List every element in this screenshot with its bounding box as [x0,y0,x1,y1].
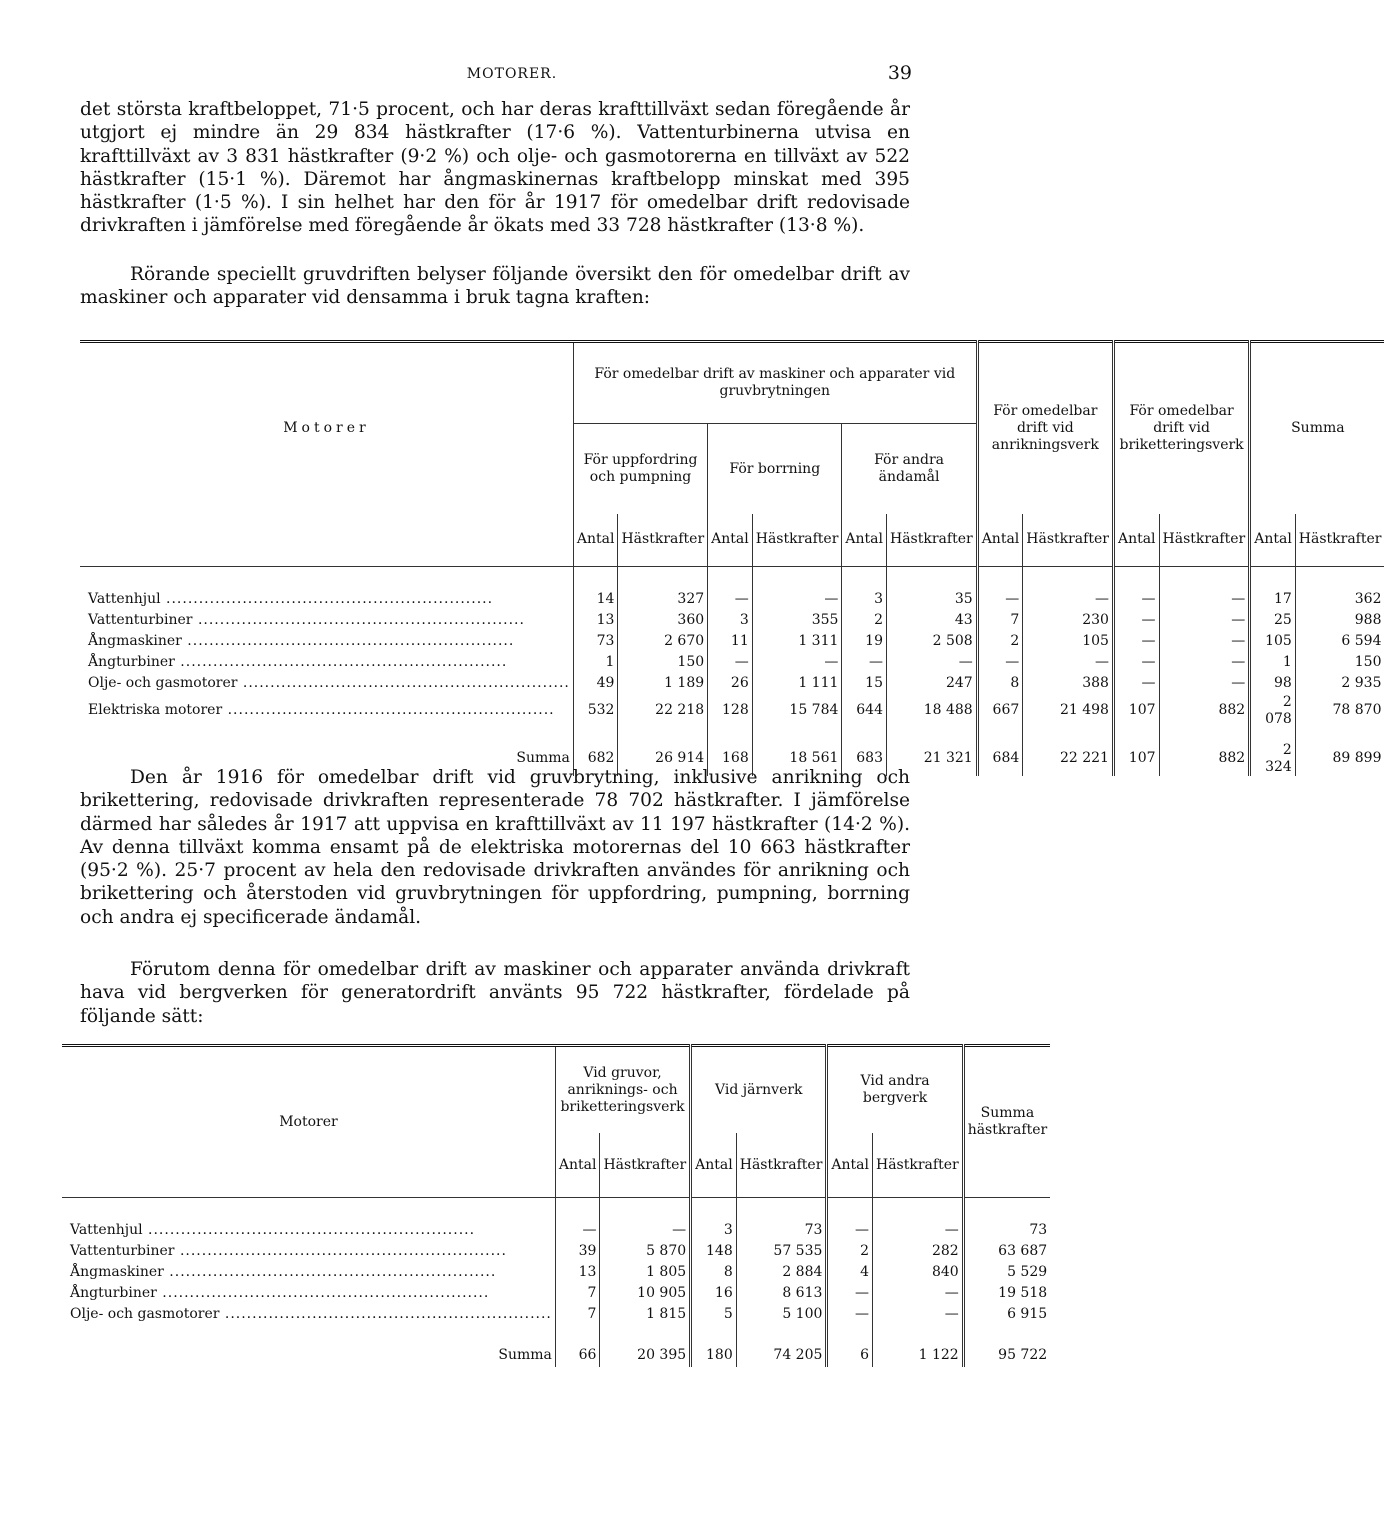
table-cell: — [887,652,978,673]
table-row [80,589,1384,610]
table-cell: 355 [752,610,842,631]
table-cell: 282 [873,1241,964,1262]
table-cell: 107 [1113,742,1159,776]
table2-sub-hast: Hästkrafter [873,1133,964,1198]
table2-sub-antal: Antal [555,1133,600,1198]
table-cell: 19 [842,631,887,652]
table2-total-row [62,1343,1050,1367]
table-cell: 2 [977,631,1023,652]
table-cell: 6 594 [1295,631,1384,652]
table-row [80,673,1384,694]
table-cell: 14 [573,589,618,610]
table-cell: 11 [708,631,753,652]
table-cell: 2 508 [887,631,978,652]
table-row [62,1304,1050,1325]
table-cell: 7 [555,1304,600,1325]
table-cell: 388 [1023,673,1114,694]
table-cell: 327 [618,589,708,610]
row-label: Olje- och gasmotorer ..... [62,1304,555,1325]
table-cell: 168 [708,742,753,776]
table1-col-borrning: För borrning [708,424,842,515]
table-cell: 15 784 [752,694,842,728]
table-cell: 1 805 [600,1262,691,1283]
table-cell: 57 535 [736,1241,827,1262]
table1-sub-hast: Hästkrafter [1295,514,1384,566]
row-label: Ångturbiner ..... [62,1283,555,1304]
summa-label: Summa [498,1346,552,1363]
table-cell: 5 [691,1304,737,1325]
table-cell: — [600,1220,691,1241]
table-cell: 25 [1250,610,1296,631]
table-cell: 1 [1250,652,1296,673]
table-cell: 2 884 [736,1262,827,1283]
table-cell: 15 [842,673,887,694]
table-row [62,1283,1050,1304]
table-cell: 19 518 [963,1283,1050,1304]
table-cell: 89 899 [1295,742,1384,776]
table1-sub-hast: Hästkrafter [618,514,708,566]
paragraph-2: Rörande speciellt gruvdriften belyser följande översikt den för omedelbar drift av maskiner och apparater vid densamma i bruk tagna kraften: [80,264,910,309]
table-cell: — [1159,673,1250,694]
table-cell: 43 [887,610,978,631]
table-cell: — [555,1220,600,1241]
table-cell: 22 218 [618,694,708,728]
table-cell: — [827,1283,873,1304]
table-row [62,1262,1050,1283]
table-cell: 73 [736,1220,827,1241]
table-cell: — [1159,610,1250,631]
table-cell: 95 722 [963,1343,1050,1367]
table-cell: 17 [1250,589,1296,610]
table-cell: 360 [618,610,708,631]
table-cell: 1 [573,652,618,673]
generatordrift-table [62,1044,1050,1367]
table-cell: — [977,652,1023,673]
table-cell: — [708,589,753,610]
table-cell: 150 [618,652,708,673]
table1-sub-hast: Hästkrafter [752,514,842,566]
table-cell: 3 [708,610,753,631]
table-cell: 107 [1113,694,1159,728]
row-label: Vattenhjul ..... [80,589,573,610]
table-cell: 98 [1250,673,1296,694]
table2-col-gruvor: Vid gruvor, anriknings- och briketteringsverk [555,1046,690,1134]
table-cell: 18 561 [752,742,842,776]
table-cell: 4 [827,1262,873,1283]
table-cell: — [752,589,842,610]
table1-stub-header: Motorer [283,420,370,436]
table-cell: 8 [691,1262,737,1283]
table-cell: 105 [1023,631,1114,652]
table-cell: 2 [827,1241,873,1262]
table-cell: 1 189 [618,673,708,694]
table-cell: 26 914 [618,742,708,776]
table-cell: — [873,1283,964,1304]
table-cell: 13 [573,610,618,631]
row-label: Elektriska motorer ..... [80,694,573,728]
table-cell: 66 [555,1343,600,1367]
table-cell: 26 [708,673,753,694]
table-cell: 21 498 [1023,694,1114,728]
table-cell: — [1113,673,1159,694]
table-cell: 13 [555,1262,600,1283]
row-label: Ångmaskiner ..... [80,631,573,652]
table-cell: 882 [1159,694,1250,728]
table-cell: 128 [708,694,753,728]
table-row [80,631,1384,652]
table1-sub-antal: Antal [842,514,887,566]
table1-col-brikett: För omedelbar drift vid briketteringsverk [1113,342,1249,515]
table2-stub-header: Motorer [279,1113,338,1130]
table1-sub-hast: Hästkrafter [887,514,978,566]
table-cell: 8 613 [736,1283,827,1304]
table-cell: 21 321 [887,742,978,776]
table1-col-andra: För andra ändamål [842,424,977,515]
table-row [80,652,1384,673]
table-cell: 2 [842,610,887,631]
table-row [80,610,1384,631]
table-cell: 1 122 [873,1343,964,1367]
paragraph-3: Den år 1916 för omedelbar drift vid gruvbrytning, inklusive anrikning och brikettering, redovisade drivkraften representerade 78 702 hästkrafter. I jämförelse därmed har således år 1917 att uppvisa en krafttillväxt av 11 197 hästkrafter (14·2 %). Av denna tillväxt komma ensamt på de elektriska motorernas del 10 663 hästkrafter (95·2 %). 25·7 procent av hela den redovisade drivkraften användes för anrikning och brikettering och återstoden vid gruvbrytningen för uppfordring, pumpning, borrning och andra ej specificerade ändamål. [80,767,910,928]
table-cell: 63 687 [963,1241,1050,1262]
table2-sub-hast: Hästkrafter [736,1133,827,1198]
page-number: 39 [887,62,912,84]
table2-col-summa: Summa hästkrafter [963,1046,1050,1198]
table-cell: 2 324 [1250,742,1296,776]
table-cell: 682 [573,742,618,776]
table-cell: — [1113,589,1159,610]
table-cell: 35 [887,589,978,610]
table-cell: 2 935 [1295,673,1384,694]
table-cell: 74 205 [736,1343,827,1367]
table-cell: 882 [1159,742,1250,776]
table-cell: 78 870 [1295,694,1384,728]
table1-sub-antal: Antal [977,514,1023,566]
table1-col-anrikning: För omedelbar drift vid anrikningsverk [977,342,1113,515]
table1-sub-antal: Antal [1113,514,1159,566]
table-cell: — [1113,631,1159,652]
row-label: Vattenturbiner ..... [62,1241,555,1262]
gruvdrift-table [80,340,1384,776]
paragraph-1: det största kraftbeloppet, 71·5 procent, och har deras krafttillväxt sedan föregående år utgjort ej mindre än 29 834 hästkrafter (17·6 %). Vattenturbinerna utvisa en krafttillväxt av 3 831 hästkrafter (9·2 %) och olje- och gasmotorerna en tillväxt av 522 hästkrafter (15·1 %). Däremot har ångmaskinernas kraftbelopp minskat med 395 hästkrafter (1·5 %). I sin helhet har den för år 1917 för omedelbar drift redovisade drivkraften i jämförelse med föregående år ökats med 33 728 hästkrafter (13·8 %). [80,99,910,237]
row-label: Vattenhjul ..... [62,1220,555,1241]
row-label: Olje- och gasmotorer ..... [80,673,573,694]
table-cell: — [873,1304,964,1325]
table-cell: — [1159,631,1250,652]
table1-sub-antal: Antal [1250,514,1296,566]
table1-col-uppfordring: För uppfordring och pumpning [573,424,707,515]
table-cell: 2 078 [1250,694,1296,728]
table-cell: 16 [691,1283,737,1304]
table-cell: — [873,1220,964,1241]
table-cell: 667 [977,694,1023,728]
table-cell: 1 311 [752,631,842,652]
table-cell: 1 111 [752,673,842,694]
table-cell: — [977,589,1023,610]
table-cell: 20 395 [600,1343,691,1367]
table-cell: 362 [1295,589,1384,610]
table-cell: 5 870 [600,1241,691,1262]
table1-sub-antal: Antal [708,514,753,566]
table2-sub-hast: Hästkrafter [600,1133,691,1198]
table-cell: 684 [977,742,1023,776]
table-cell: 3 [691,1220,737,1241]
table-cell: — [752,652,842,673]
table-cell: 1 815 [600,1304,691,1325]
table-cell: — [842,652,887,673]
table-cell: 988 [1295,610,1384,631]
table-cell: — [1159,652,1250,673]
table-cell: 6 [827,1343,873,1367]
table2-sub-antal: Antal [827,1133,873,1198]
table-cell: — [1159,589,1250,610]
table-row [62,1220,1050,1241]
table-cell: 5 529 [963,1262,1050,1283]
table-cell: — [708,652,753,673]
table-cell: 10 905 [600,1283,691,1304]
table-cell: 18 488 [887,694,978,728]
table-cell: 683 [842,742,887,776]
summa-label: Summa [516,750,570,766]
table1-col-summa: Summa [1250,342,1384,515]
table-cell: 5 100 [736,1304,827,1325]
table2-col-andra: Vid andra bergverk [827,1046,963,1134]
table-cell: 73 [963,1220,1050,1241]
table-cell: — [1023,652,1114,673]
row-label: Ångturbiner ..... [80,652,573,673]
table-cell: 3 [842,589,887,610]
table-cell: 148 [691,1241,737,1262]
table-cell: 532 [573,694,618,728]
table-cell: 8 [977,673,1023,694]
table-cell: 73 [573,631,618,652]
table-cell: — [827,1220,873,1241]
table2-col-jarnverk: Vid järnverk [691,1046,827,1134]
table-cell: 840 [873,1262,964,1283]
table1-sub-hast: Hästkrafter [1159,514,1250,566]
table-cell: 180 [691,1343,737,1367]
running-header: MOTORER. [466,66,558,82]
table-cell: 230 [1023,610,1114,631]
table-cell: 105 [1250,631,1296,652]
table-cell: 49 [573,673,618,694]
table-cell: 644 [842,694,887,728]
row-label: Vattenturbiner ..... [80,610,573,631]
table1-sub-hast: Hästkrafter [1023,514,1114,566]
table2-sub-antal: Antal [691,1133,737,1198]
table-cell: 6 915 [963,1304,1050,1325]
table-cell: 150 [1295,652,1384,673]
table-cell: 7 [555,1283,600,1304]
row-label: Ångmaskiner ..... [62,1262,555,1283]
table-cell: — [1113,610,1159,631]
table-row [80,694,1384,728]
table1-sub-antal: Antal [573,514,618,566]
table1-group-header: För omedelbar drift av maskiner och apparater vid gruvbrytningen [573,342,977,424]
table-cell: 22 221 [1023,742,1114,776]
table-cell: 2 670 [618,631,708,652]
table-row [62,1241,1050,1262]
table-cell: — [1113,652,1159,673]
paragraph-4: Förutom denna för omedelbar drift av maskiner och apparater använda drivkraft hava vid bergverken för generatordrift använts 95 722 hästkrafter, fördelade på följande sätt: [80,959,910,1027]
table-cell: 39 [555,1241,600,1262]
table-cell: — [827,1304,873,1325]
table-cell: — [1023,589,1114,610]
table-cell: 247 [887,673,978,694]
table-cell: 7 [977,610,1023,631]
